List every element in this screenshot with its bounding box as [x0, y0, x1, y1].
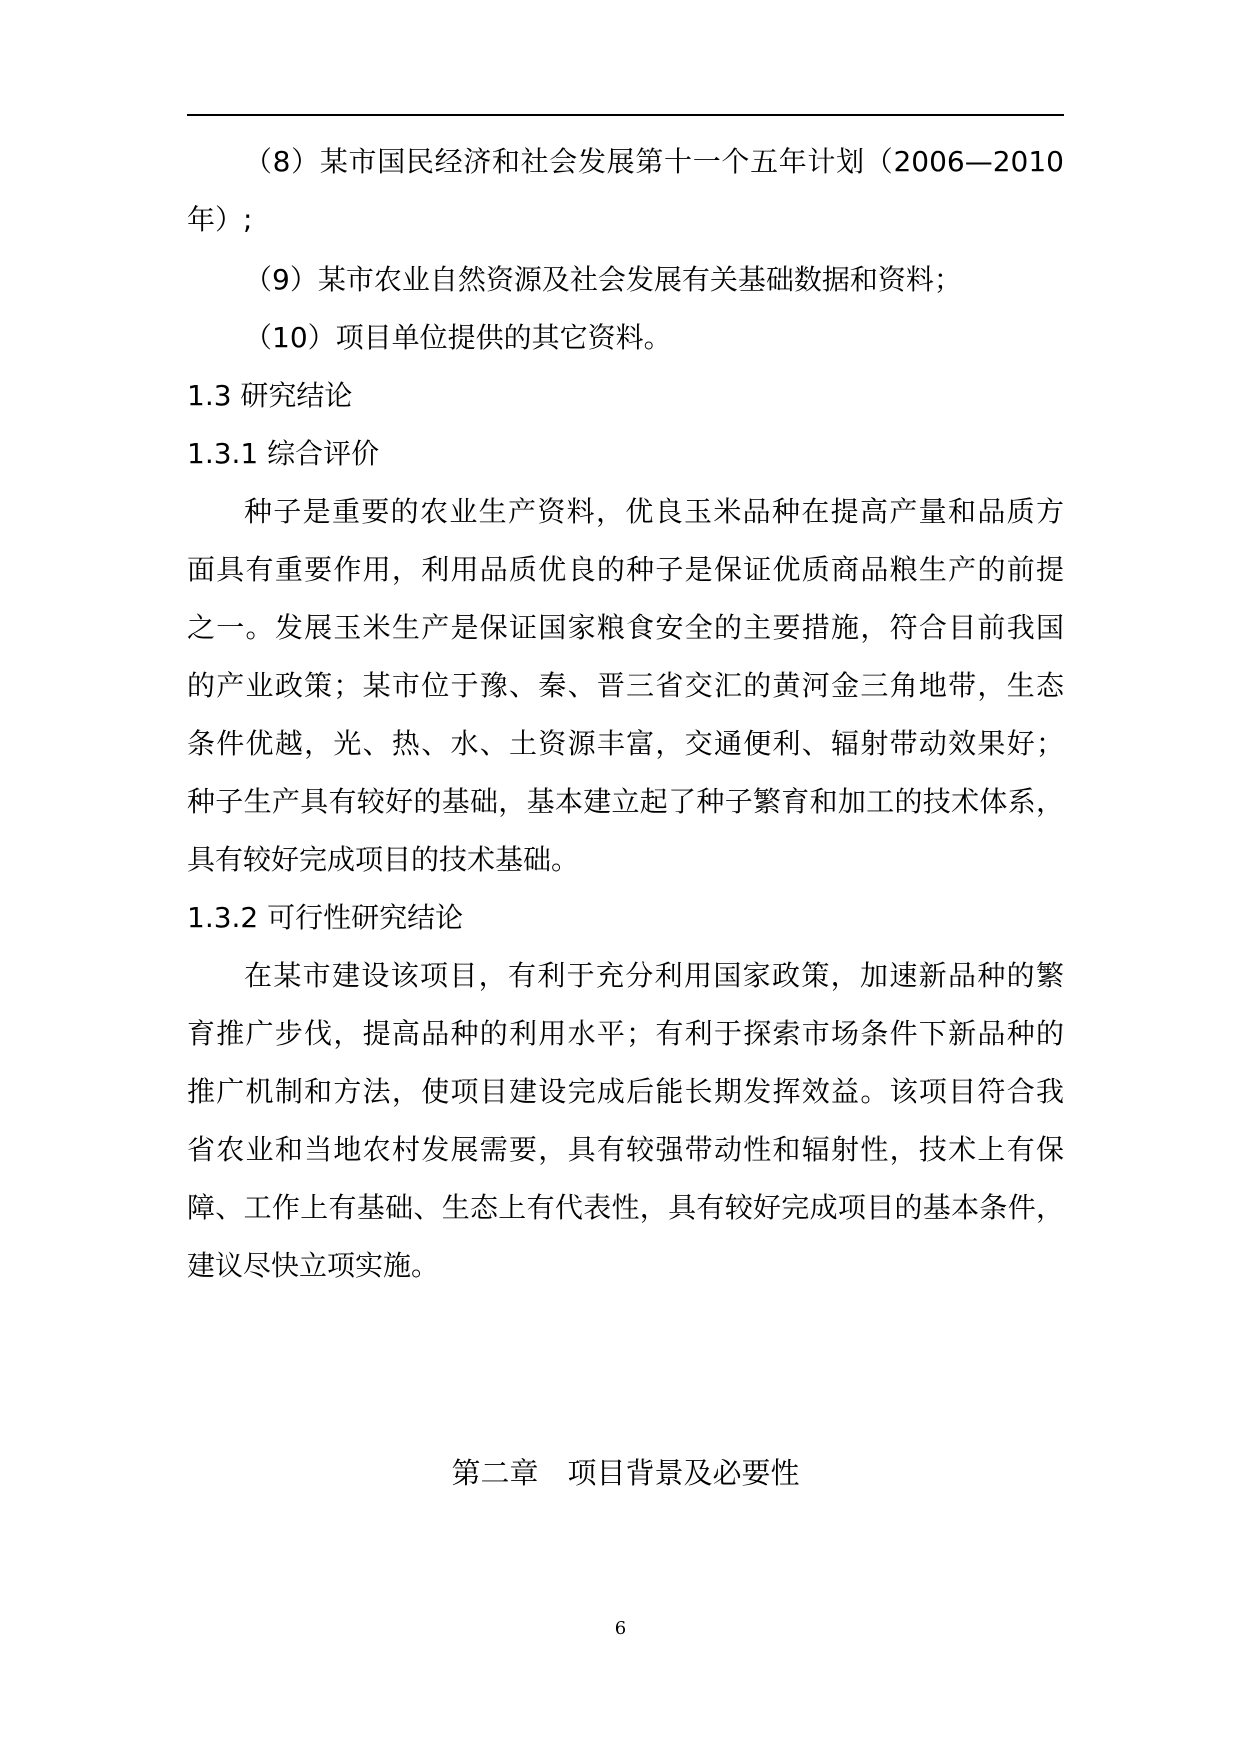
paragraph-line: 种子生产具有较好的基础，基本建立起了种子繁育和加工的技术体系， — [187, 785, 1064, 818]
paragraph-line: 具有较好完成项目的技术基础。 — [187, 843, 580, 876]
chapter-title: 第二章 项目背景及必要性 — [451, 1456, 800, 1490]
section-heading-1-3: 1.3 研究结论 — [187, 379, 353, 412]
reference-item-9: （9）某市农业自然资源及社会发展有关基础数据和资料； — [244, 263, 962, 296]
paragraph-line: 在某市建设该项目，有利于充分利用国家政策，加速新品种的繁 — [244, 959, 1064, 992]
subsection-heading-1-3-2: 1.3.2 可行性研究结论 — [187, 901, 464, 934]
paragraph-line: 面具有重要作用，利用品质优良的种子是保证优质商品粮生产的前提 — [187, 553, 1064, 586]
paragraph-line: 推广机制和方法，使项目建设完成后能长期发挥效益。该项目符合我 — [187, 1075, 1064, 1108]
header-rule — [187, 114, 1064, 116]
paragraph-line: 的产业政策；某市位于豫、秦、晋三省交汇的黄河金三角地带，生态 — [187, 669, 1064, 702]
reference-item-10: （10）项目单位提供的其它资料。 — [244, 321, 672, 354]
paragraph-line: 种子是重要的农业生产资料，优良玉米品种在提高产量和品质方 — [244, 495, 1064, 528]
paragraph-line: 育推广步伐，提高品种的利用水平；有利于探索市场条件下新品种的 — [187, 1017, 1064, 1050]
paragraph-line: 建议尽快立项实施。 — [187, 1249, 440, 1282]
subsection-heading-1-3-1: 1.3.1 综合评价 — [187, 437, 380, 470]
paragraph-line: 障、工作上有基础、生态上有代表性，具有较好完成项目的基本条件， — [187, 1191, 1064, 1224]
paragraph-line: 之一。发展玉米生产是保证国家粮食安全的主要措施，符合目前我国 — [187, 611, 1064, 644]
paragraph-line: 条件优越，光、热、水、土资源丰富，交通便利、辐射带动效果好； — [187, 727, 1064, 760]
reference-item-8-line-2: 年）; — [187, 203, 253, 236]
reference-item-8-line-1: （8）某市国民经济和社会发展第十一个五年计划（2006—2010 — [244, 145, 1064, 178]
page-number: 6 — [614, 1618, 627, 1639]
paragraph-line: 省农业和当地农村发展需要，具有较强带动性和辐射性，技术上有保 — [187, 1133, 1064, 1166]
